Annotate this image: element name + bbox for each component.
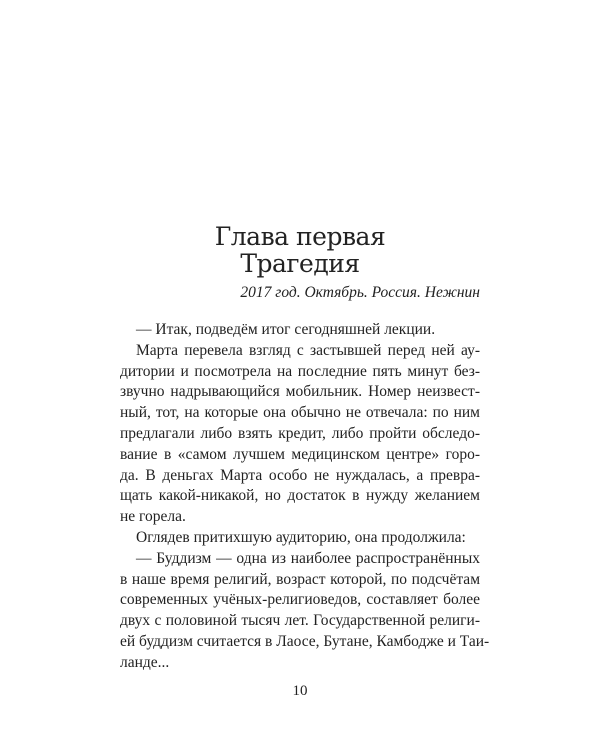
text-line: вание в «самом лучшем медицинском центре» горо-	[120, 445, 480, 463]
page-number: 10	[292, 683, 308, 699]
text-line: ей буддизм считается в Лаосе, Бутане, Камбодже и Таи-	[120, 632, 490, 650]
text-line: дитории и посмотрела на последние пять минут без-	[120, 362, 480, 380]
text-line: Оглядев притихшую аудиторию, она продолжила:	[136, 528, 466, 546]
paragraph	[120, 320, 480, 341]
chapter-label: Глава первая	[214, 222, 386, 251]
text-line: — Итак, подведём итог сегодняшней лекции.	[136, 321, 436, 338]
body-text	[120, 320, 490, 674]
text-line: двух с половиной тысяч лет. Государственной религи-	[120, 612, 480, 630]
text-line: современных учёных-религиоведов, составляет более	[120, 591, 480, 609]
text-line: — Буддизм — одна из наиболее распространённых	[136, 549, 480, 567]
text-line: да. В деньгах Марта особо не нуждалась, а превра-	[120, 466, 480, 484]
paragraph	[120, 549, 490, 674]
text-line: Марта перевела взгляд с застывшей перед ней ау-	[136, 341, 480, 359]
text-line: звучно надрывающийся мобильник. Номер неизвест-	[120, 383, 480, 401]
paragraph	[120, 341, 480, 528]
text-line: щать какой-никакой, но достаток в нужду желанием	[120, 487, 480, 505]
text-line: ланде...	[120, 653, 170, 671]
text-line: не горела.	[120, 508, 186, 526]
text-line: ный, тот, на которые она обычно не отвечала: по ним	[120, 404, 480, 422]
paragraph	[120, 528, 480, 549]
text-line: в наше время религий, возраст которой, по подсчётам	[120, 570, 480, 588]
chapter-title: Трагедия	[240, 249, 360, 278]
text-line: предлагали либо взять кредит, либо пройти обследо-	[120, 424, 480, 442]
chapter-subtitle: 2017 год. Октябрь. Россия. Нежнин	[240, 284, 480, 301]
